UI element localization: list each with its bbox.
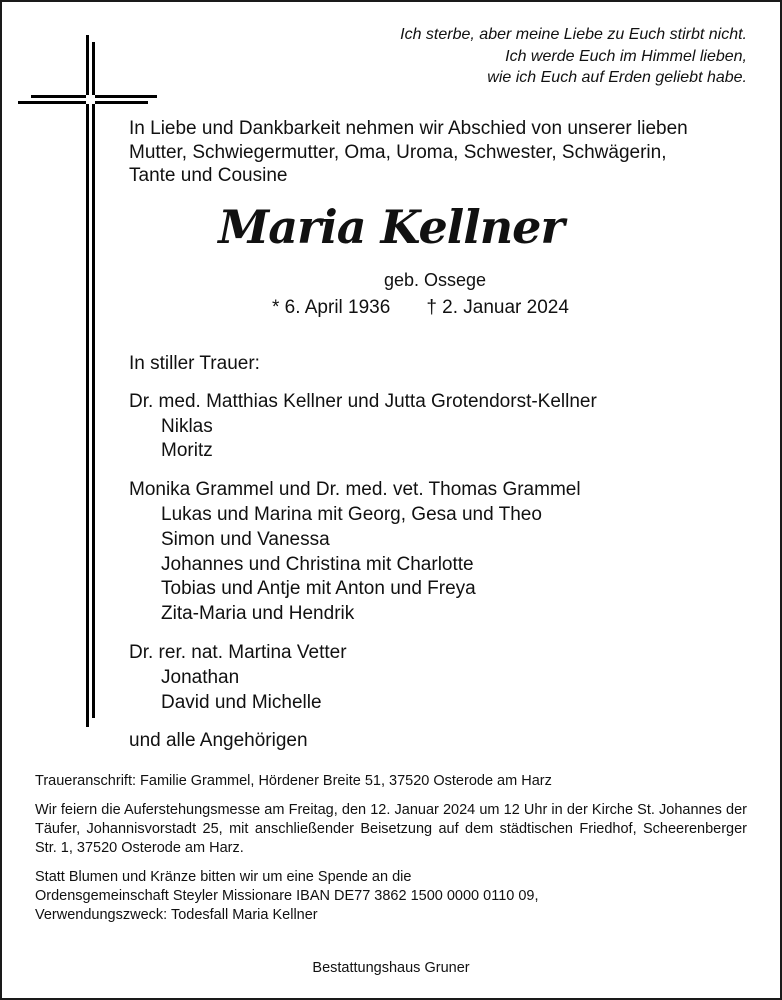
life-dates bbox=[272, 297, 569, 319]
mourners-closing: und alle Angehörigen bbox=[129, 730, 308, 752]
intro-text bbox=[129, 117, 688, 188]
death-date: † 2. Januar 2024 bbox=[426, 297, 569, 318]
epitaph-quote bbox=[400, 24, 747, 89]
quote-line: wie ich Euch auf Erden geliebt habe. bbox=[487, 69, 747, 86]
mourners-list bbox=[129, 352, 597, 754]
service-info: Wir feiern die Auferstehungsmesse am Freitag, den 12. Januar 2024 um 12 Uhr in der Kirche St. Johannes der Täufer, Johannisvorstadt 25, mit anschließender Beisetzung auf dem städtischen Friedhof, Scheerenberger Str. 1, 37520 Osterode am Harz. bbox=[35, 802, 747, 856]
donation-line: Statt Blumen und Kränze bitten wir um eine Spende an die bbox=[35, 869, 412, 885]
mourner-group bbox=[129, 390, 597, 464]
mourner-main: Monika Grammel und Dr. med. vet. Thomas Grammel bbox=[129, 479, 581, 501]
mourner-main: Dr. rer. nat. Martina Vetter bbox=[129, 641, 347, 663]
birth-name: geb. Ossege bbox=[383, 270, 487, 290]
mourner-sub: Johannes und Christina mit Charlotte bbox=[161, 553, 474, 575]
mourning-address: Traueranschrift: Familie Grammel, Hördener Breite 51, 37520 Osterode am Harz bbox=[35, 773, 552, 789]
funeral-home: Bestattungshaus Gruner bbox=[312, 960, 470, 976]
intro-line: Tante und Cousine bbox=[129, 165, 288, 186]
donation-line: Ordensgemeinschaft Steyler Missionare IBAN DE77 3862 1500 0000 0110 09, bbox=[35, 888, 539, 904]
mourners-heading: In stiller Trauer: bbox=[129, 353, 260, 374]
donation-info bbox=[35, 868, 747, 925]
mourner-sub: Simon und Vanessa bbox=[161, 528, 330, 550]
donation-line: Verwendungszweck: Todesfall Maria Kellner bbox=[35, 907, 318, 923]
mourner-sub: Moritz bbox=[161, 440, 213, 462]
intro-line: In Liebe und Dankbarkeit nehmen wir Abschied von unserer lieben bbox=[129, 118, 688, 139]
deceased-name: Maria Kellner bbox=[218, 200, 564, 254]
mourner-sub: Tobias und Antje mit Anton und Freya bbox=[161, 578, 476, 600]
mourner-sub: Niklas bbox=[161, 415, 213, 437]
mourner-sub: Zita-Maria und Hendrik bbox=[161, 603, 355, 625]
intro-line: Mutter, Schwiegermutter, Oma, Uroma, Schwester, Schwägerin, bbox=[129, 141, 667, 163]
mourner-group bbox=[129, 641, 597, 715]
mourner-sub: Lukas und Marina mit Georg, Gesa und Theo bbox=[161, 503, 542, 525]
footer-info bbox=[35, 772, 747, 935]
mourner-sub: Jonathan bbox=[161, 666, 240, 688]
birth-date: * 6. April 1936 bbox=[272, 297, 391, 318]
mourner-main: Dr. med. Matthias Kellner und Jutta Grotendorst-Kellner bbox=[129, 390, 597, 412]
mourner-sub: David und Michelle bbox=[161, 691, 322, 713]
mourner-group bbox=[129, 478, 597, 627]
quote-line: Ich sterbe, aber meine Liebe zu Euch stirbt nicht. bbox=[400, 26, 747, 43]
quote-line: Ich werde Euch im Himmel lieben, bbox=[505, 47, 747, 65]
